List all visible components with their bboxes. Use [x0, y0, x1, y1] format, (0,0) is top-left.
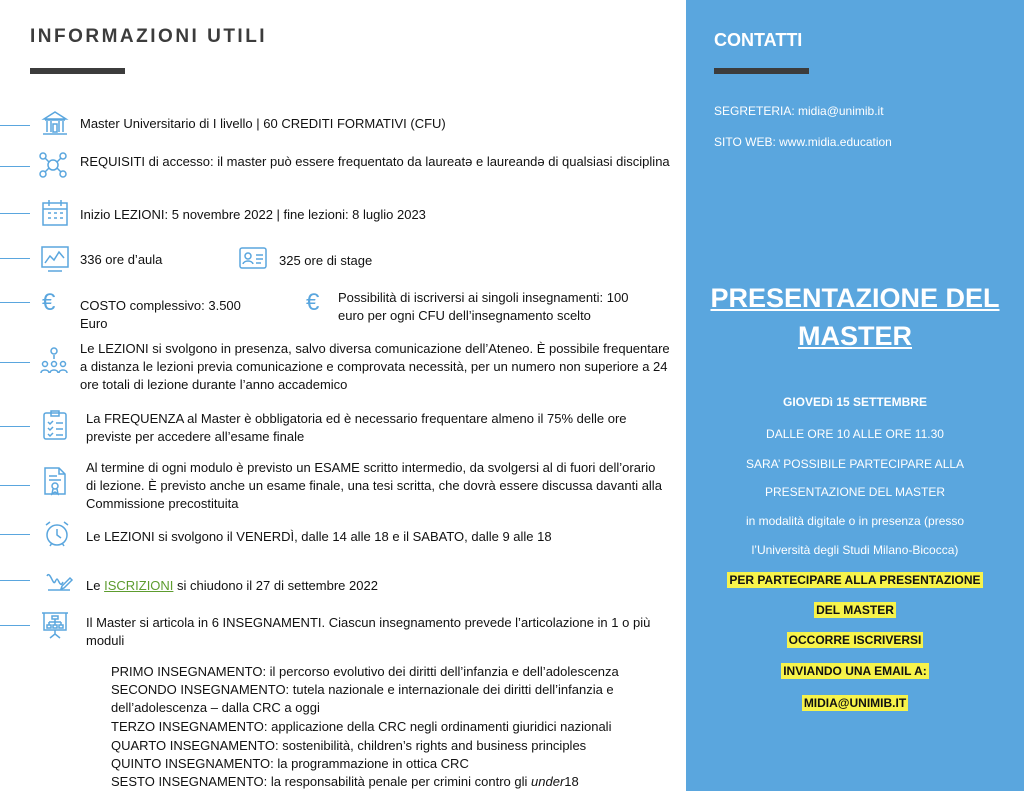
title-underline — [30, 68, 125, 74]
tick-line — [0, 485, 30, 486]
presentation-line3: in modalità digitale o in presenza (presso — [745, 514, 965, 528]
highlight-2: DEL MASTER — [816, 603, 894, 617]
tick-line — [0, 534, 30, 535]
presentation-date: GIOVEDì 15 SETTEMBRE — [782, 395, 928, 409]
tick-line — [0, 125, 30, 126]
highlight-4: INVIANDO UNA EMAIL A: — [783, 664, 927, 678]
iscrizioni-post: si chiudono il 27 di settembre 2022 — [173, 578, 378, 593]
presentation-line4: l’Università degli Studi Milano-Bicocca) — [751, 543, 959, 557]
calendar-icon — [40, 198, 70, 228]
sesto-italic: under — [531, 774, 565, 789]
chart-icon — [40, 243, 70, 273]
tick-line — [0, 166, 30, 167]
item-orari: Le LEZIONI si svolgono il VENERDÌ, dalle 14 alle 18 e il SABATO, dalle 9 alle 18 — [86, 529, 552, 544]
euro-icon: € — [306, 289, 320, 316]
iscrizioni-pre: Le — [86, 578, 105, 593]
item-master: Master Universitario di I livello | 60 CREDITI FORMATIVI (CFU) — [80, 116, 446, 131]
presentation-line2: PRESENTAZIONE DEL MASTER — [764, 485, 946, 499]
highlight-3: OCCORRE ISCRIVERSI — [788, 633, 922, 647]
insegnamento-1: PRIMO INSEGNAMENTO: il percorso evolutivo dei diritti dell’infanzia e dell’adolescenza — [111, 664, 619, 679]
item-singoli: Possibilità di iscriversi ai singoli insegnamenti: 100 euro per ogni CFU dell’insegnamento scelto — [338, 290, 629, 323]
people-icon — [39, 345, 69, 375]
network-icon — [38, 150, 68, 180]
tick-line — [0, 580, 30, 581]
contacts-underline — [714, 68, 809, 74]
euro-icon: € — [42, 289, 56, 316]
item-esame: Al termine di ogni modulo è previsto un ESAME scritto intermedio, da svolgersi al di fuori dell’orario di lezione. È previsto anche un esame finale, una tesi scritta, che dovrà essere discussa davanti alla Commissione precostituita — [86, 460, 662, 511]
insegnamento-3: TERZO INSEGNAMENTO: applicazione della CRC negli ordinamenti giuridici nazionali — [111, 719, 612, 734]
insegnamento-4: QUARTO INSEGNAMENTO: sostenibilità, children’s rights and business principles — [111, 738, 587, 753]
tick-line — [0, 362, 30, 363]
item-ore-aula: 336 ore d’aula — [80, 252, 163, 267]
signature-icon — [44, 566, 74, 596]
insegnamento-2-cont: dell’adolescenza – dalla CRC a oggi — [111, 700, 320, 715]
sesto-post: 18 — [564, 774, 579, 789]
tick-line — [0, 302, 30, 303]
presentation-title-line1: PRESENTAZIONE DEL — [710, 283, 1000, 313]
university-icon — [40, 108, 70, 138]
item-ore-stage: 325 ore di stage — [279, 253, 373, 268]
alarm-clock-icon — [42, 519, 72, 549]
contacts-panel — [686, 0, 1024, 791]
presentation-title-line2: MASTER — [798, 321, 912, 351]
iscrizioni-link[interactable]: ISCRIZIONI — [104, 578, 174, 593]
highlight-email[interactable]: MIDIA@UNIMIB.IT — [803, 696, 907, 710]
insegnamento-5: QUINTO INSEGNAMENTO: la programmazione in ottica CRC — [111, 756, 469, 771]
sito-web-text[interactable]: SITO WEB: www.midia.education — [714, 135, 892, 149]
checklist-icon — [40, 410, 70, 440]
tick-line — [0, 258, 30, 259]
item-insegnamenti: Il Master si articola in 6 INSEGNAMENTI. Ciascun insegnamento prevede l’articolazione in 1 o più moduli — [86, 615, 651, 648]
item-requisiti: REQUISITI di accesso: il master può essere frequentato da laureatə e laureandə di qualsiasi disciplina — [80, 154, 670, 169]
item-costo: COSTO complessivo: 3.500 Euro — [80, 298, 241, 331]
presentation-line1: SARA’ POSSIBILE PARTECIPARE ALLA — [745, 457, 965, 471]
insegnamento-2: SECONDO INSEGNAMENTO: tutela nazionale e internazionale dei diritti dell’infanzia e — [111, 682, 614, 697]
item-frequenza: La FREQUENZA al Master è obbligatoria ed è necessario frequentare almeno il 75% delle ore previste per accedere all’esame finale — [86, 411, 627, 444]
segreteria-text[interactable]: SEGRETERIA: midia@unimib.it — [714, 104, 884, 118]
insegnamento-6 — [111, 773, 579, 790]
highlight-1: PER PARTECIPARE ALLA PRESENTAZIONE — [729, 573, 981, 587]
tick-line — [0, 625, 30, 626]
item-iscrizioni — [86, 577, 378, 595]
sesto-pre: SESTO INSEGNAMENTO: la responsabilità penale per crimini contro gli — [111, 774, 532, 789]
id-card-icon — [238, 243, 268, 273]
info-title: INFORMAZIONI UTILI — [30, 26, 268, 47]
certificate-icon — [40, 466, 70, 496]
tick-line — [0, 426, 30, 427]
contacts-title: CONTATTI — [714, 30, 803, 50]
tick-line — [0, 213, 30, 214]
presentation-time: DALLE ORE 10 ALLE ORE 11.30 — [766, 427, 944, 441]
item-lezioni-presenza: Le LEZIONI si svolgono in presenza, salvo diversa comunicazione dell’Ateneo. È possibile frequentare a distanza le lezioni previa comunicazione e comprovata necessità, per un numero non superiore a 24 ore totali di lezione durante l’anno accademico — [80, 341, 670, 392]
presentation-icon — [40, 610, 70, 640]
item-lezioni-date: Inizio LEZIONI: 5 novembre 2022 | fine lezioni: 8 luglio 2023 — [80, 207, 426, 222]
